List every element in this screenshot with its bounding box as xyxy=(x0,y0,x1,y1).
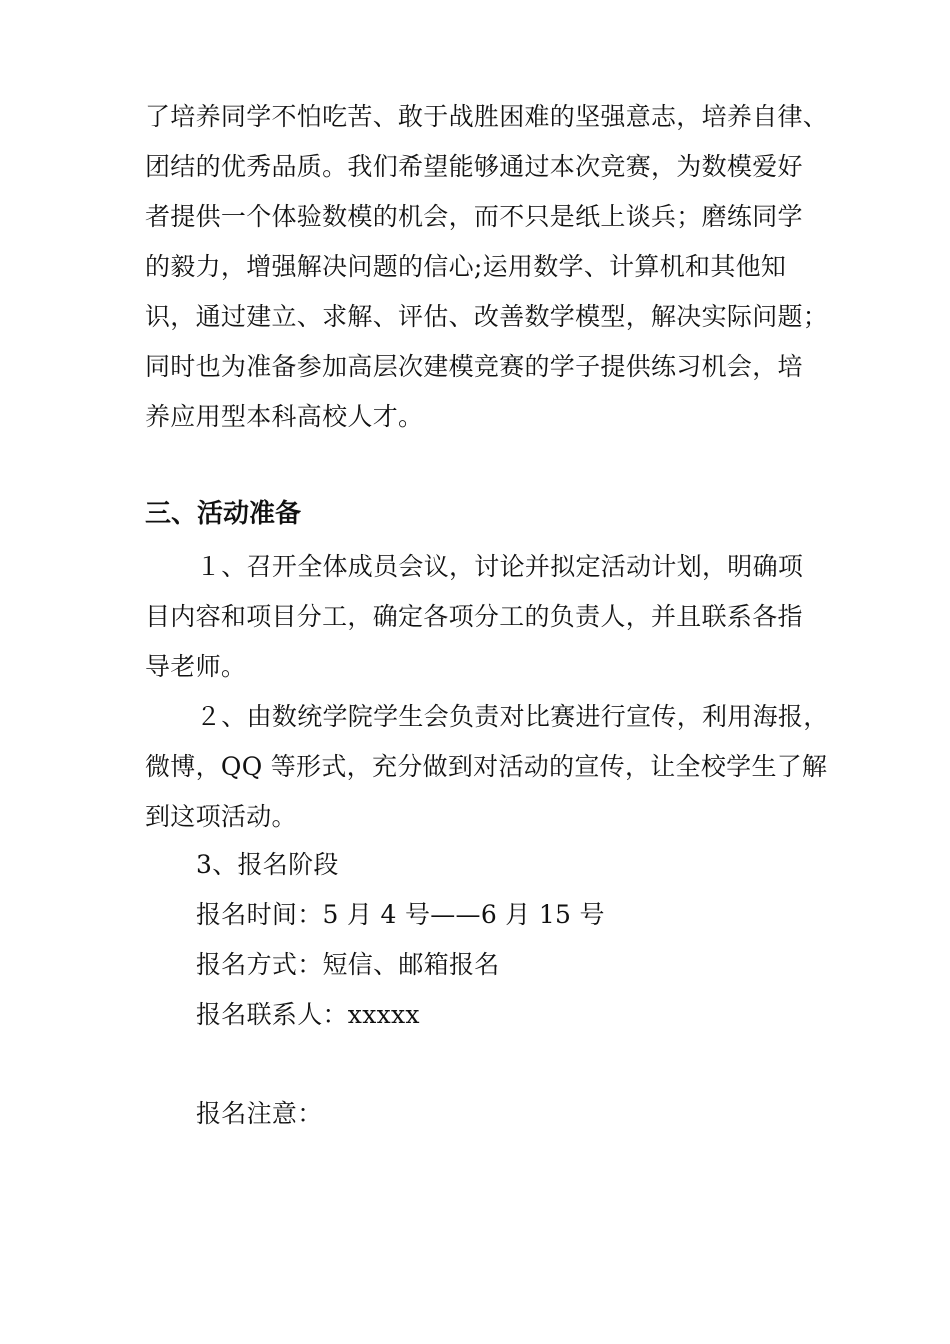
registration-time: 报名时间：5 月 4 号——6 月 15 号 xyxy=(196,900,605,929)
item2-line-1: ２、由数统学院学生会负责对比赛进行宣传，利用海报， xyxy=(196,702,829,731)
item1-line-1: １、召开全体成员会议，讨论并拟定活动计划，明确项 xyxy=(196,552,804,581)
registration-contact: 报名联系人：xxxxx xyxy=(196,1000,420,1029)
item1-line-3: 导老师。 xyxy=(145,652,247,681)
item2-line-3: 到这项活动。 xyxy=(145,802,297,831)
intro-line-5: 识，通过建立、求解、评估、改善数学模型，解决实际问题； xyxy=(145,302,829,331)
intro-line-4: 的毅力，增强解决问题的信心;运用数学、计算机和其他知 xyxy=(145,252,787,281)
intro-line-1: 了培养同学不怕吃苦、敢于战胜困难的坚强意志，培养自律、 xyxy=(145,102,829,131)
registration-notes: 报名注意： xyxy=(196,1099,323,1128)
intro-line-6: 同时也为准备参加高层次建模竞赛的学子提供练习机会，培 xyxy=(145,352,803,381)
item1-line-2: 目内容和项目分工，确定各项分工的负责人，并且联系各指 xyxy=(145,602,803,631)
intro-line-2: 团结的优秀品质。我们希望能够通过本次竞赛，为数模爱好 xyxy=(145,152,803,181)
item2-line-2: 微博，QQ 等形式，充分做到对活动的宣传，让全校学生了解 xyxy=(145,752,828,781)
item3-title: 3、报名阶段 xyxy=(196,850,339,879)
intro-line-3: 者提供一个体验数模的机会，而不只是纸上谈兵；磨练同学 xyxy=(145,202,803,231)
section-heading: 三、活动准备 xyxy=(145,499,302,529)
intro-line-7: 养应用型本科高校人才。 xyxy=(145,402,424,431)
registration-method: 报名方式：短信、邮箱报名 xyxy=(196,950,500,979)
